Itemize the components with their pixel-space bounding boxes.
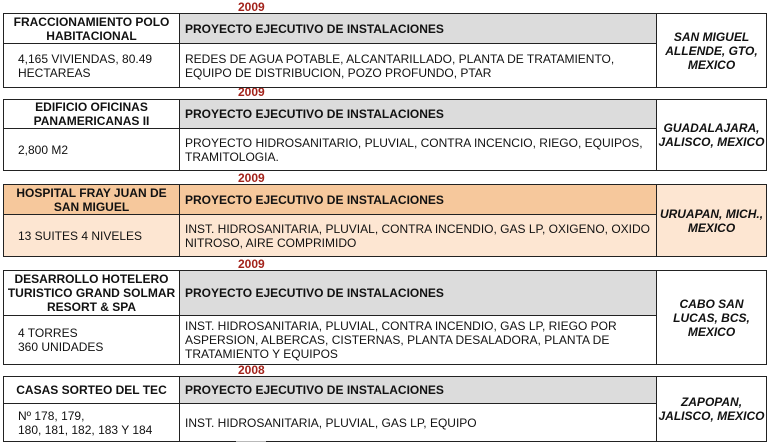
project-location: CABO SAN LUCAS, BCS, MEXICO [657, 271, 767, 365]
project-name: CASAS SORTEO DEL TEC [4, 377, 180, 404]
project-block [3, 99, 766, 171]
project-description: INST. HIDROSANITARIA, PLUVIAL, CONTRA INCENDIO, GAS LP, RIEGO POR ASPERSION, ALBERCAS, CISTERNAS, PLANTA DESALADORA, PLANTA DE TRATAMIENTO Y EQUIPOS [180, 316, 657, 365]
project-header: PROYECTO EJECUTIVO DE INSTALACIONES [180, 271, 657, 316]
project-block [3, 13, 766, 88]
year-label: 2009 [238, 85, 265, 99]
project-description: INST. HIDROSANITARIA, PLUVIAL, CONTRA INCENDIO, GAS LP, OXIGENO, OXIDO NITROSO, AIRE COMPRIMIDO [180, 215, 657, 257]
project-header: PROYECTO EJECUTIVO DE INSTALACIONES [180, 185, 657, 215]
project-description: INST. HIDROSANITARIA, PLUVIAL, GAS LP, EQUIPO [180, 404, 657, 442]
project-quantity: 4 TORRES 360 UNIDADES [4, 316, 180, 365]
project-name: EDIFICIO OFICINAS PANAMERICANAS II [4, 100, 180, 129]
project-block [3, 270, 766, 365]
project-description: PROYECTO HIDROSANITARIO, PLUVIAL, CONTRA INCENCIO, RIEGO, EQUIPOS, TRAMITOLOGIA. [180, 129, 657, 171]
project-quantity: 13 SUITES 4 NIVELES [4, 215, 180, 257]
year-label: 2009 [238, 257, 265, 271]
project-name: FRACCIONAMIENTO POLO HABITACIONAL [4, 14, 180, 44]
project-quantity: Nº 178, 179, 180, 181, 182, 183 Y 184 [4, 404, 180, 442]
year-label: 2009 [238, 0, 265, 14]
project-location: SAN MIGUEL ALLENDE, GTO, MEXICO [657, 14, 767, 88]
year-label: 2009 [238, 171, 265, 185]
project-name: DESARROLLO HOTELERO TURISTICO GRAND SOLMAR RESORT & SPA [4, 271, 180, 316]
project-block-highlighted [3, 184, 766, 257]
project-quantity: 4,165 VIVIENDAS, 80.49 HECTAREAS [4, 44, 180, 88]
project-location: GUADALAJARA, JALISCO, MEXICO [657, 100, 767, 171]
project-description: REDES DE AGUA POTABLE, ALCANTARILLADO, PLANTA DE TRATAMIENTO, EQUIPO DE DISTRIBUCION, POZO PROFUNDO, PTAR [180, 44, 657, 88]
project-header: PROYECTO EJECUTIVO DE INSTALACIONES [180, 100, 657, 129]
project-header: PROYECTO EJECUTIVO DE INSTALACIONES [180, 377, 657, 404]
project-location: URUAPAN, MICH., MEXICO [657, 185, 767, 257]
project-location: ZAPOPAN, JALISCO, MEXICO [657, 377, 767, 442]
project-block [3, 376, 766, 442]
project-header: PROYECTO EJECUTIVO DE INSTALACIONES [180, 14, 657, 44]
year-label: 2008 [238, 363, 265, 377]
project-quantity: 2,800 M2 [4, 129, 180, 171]
project-name: HOSPITAL FRAY JUAN DE SAN MIGUEL [4, 185, 180, 215]
